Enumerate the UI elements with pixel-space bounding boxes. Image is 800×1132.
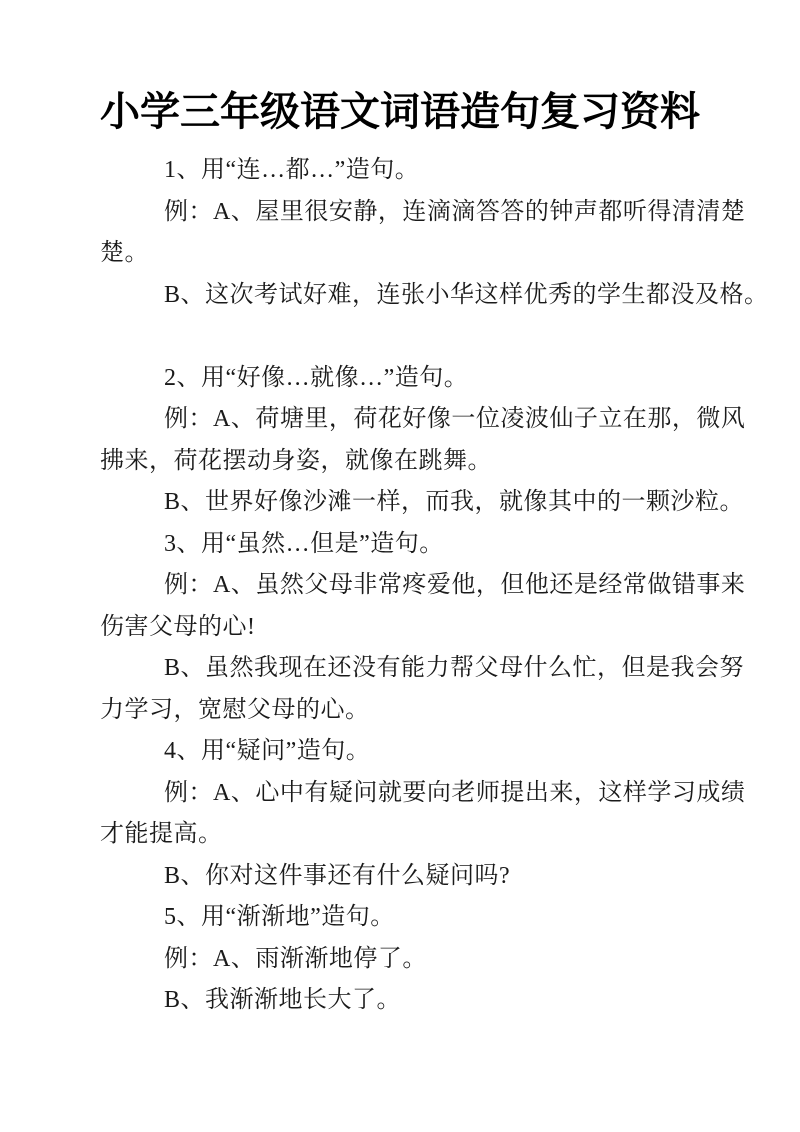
text-line: 楚。 — [100, 240, 149, 266]
text-line: 2、用“好像…就像…”造句。 — [164, 364, 469, 391]
text-line: 伤害父母的心! — [100, 613, 256, 640]
document-content — [0, 86, 800, 1022]
text-line: B、这次考试好难，连张小华这样优秀的学生都没及格。 — [164, 281, 769, 308]
document-body — [100, 150, 769, 1022]
document-title: 小学三年级语文词语造句复习资料 — [100, 89, 700, 134]
text-line: 才能提高。 — [100, 821, 223, 847]
text-line: B、世界好像沙滩一样，而我，就像其中的一颗沙粒。 — [164, 489, 745, 515]
text-line: 力学习，宽慰父母的心。 — [100, 696, 370, 723]
text-line: 例：A、雨渐渐地停了。 — [164, 945, 427, 972]
blank-line — [100, 316, 700, 358]
text-line: 例：A、心中有疑问就要向老师提出来，这样学习成绩 — [164, 779, 746, 806]
text-line: 例：A、虽然父母非常疼爱他，但他还是经常做错事来 — [164, 572, 746, 598]
text-line: 4、用“疑问”造句。 — [164, 738, 371, 764]
text-line: 3、用“虽然…但是”造句。 — [164, 530, 444, 557]
text-line: B、你对这件事还有什么疑问吗? — [164, 862, 511, 889]
text-line: 5、用“渐渐地”造句。 — [164, 904, 395, 930]
text-line: B、虽然我现在还没有能力帮父母什么忙，但是我会努 — [164, 655, 745, 681]
text-line: 拂来，荷花摆动身姿，就像在跳舞。 — [100, 447, 492, 474]
text-line: 例：A、屋里很安静，连滴滴答答的钟声都听得清清楚 — [164, 198, 746, 225]
text-line: B、我渐渐地长大了。 — [164, 987, 402, 1013]
text-line: 例：A、荷塘里，荷花好像一位凌波仙子立在那，微风 — [164, 406, 746, 432]
text-line: 1、用“连…都…”造句。 — [164, 157, 420, 183]
